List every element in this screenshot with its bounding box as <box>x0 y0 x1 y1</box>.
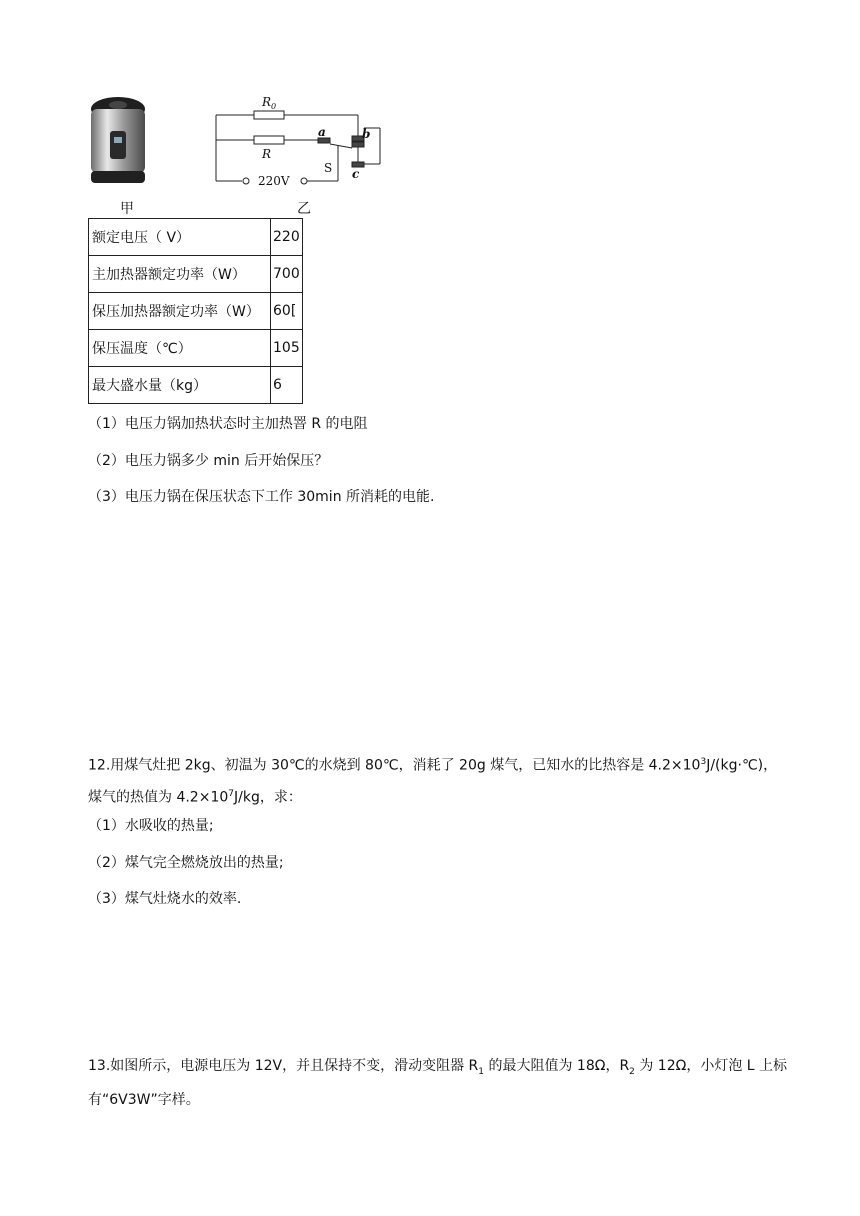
spec-value: 105 <box>271 330 303 367</box>
r0-label: $R_0$ <box>262 95 277 111</box>
spec-label: 主加热器额定功率（W） <box>89 256 271 293</box>
switch-label: S <box>324 161 333 175</box>
voltage-label: 220V <box>258 174 290 188</box>
contact-b-label: b <box>362 127 371 141</box>
spec-label: 额定电压（ V） <box>89 219 271 256</box>
spec-value: 6 <box>271 367 303 404</box>
table-row <box>89 293 303 330</box>
q11-part-3: （3）电压力锅在保压状态下工作 30min 所消耗的电能. <box>88 489 435 505</box>
r-label: R <box>262 147 272 161</box>
circuit-diagram <box>212 92 388 190</box>
table-row <box>89 256 303 293</box>
spec-label: 最大盛水量（kg） <box>89 367 271 404</box>
table-row <box>89 367 303 404</box>
q12-part-1: （1）水吸收的热量; <box>88 818 214 834</box>
spec-label: 保压加热器额定功率（W） <box>89 293 271 330</box>
q11-part-1: （1）电压力锅加热状态时主加热罯 R 的电阻 <box>88 416 368 432</box>
q12-part-2: （2）煤气完全燃烧放出的热量; <box>88 855 284 871</box>
q12-stem: 12.用煤气灶把 2kg、初温为 30℃的水烧到 80℃，消耗了 20g 煤气，已知水的比热容是 $4.2\times 10^3J/(kg\cdot℃)$，煤气的热值为 $4.2\times 10^7J/kg$，求： <box>88 757 778 806</box>
contact-c-label: c <box>352 167 360 181</box>
spec-value: 60[ <box>271 293 303 330</box>
q12-part-3: （3）煤气灶烧水的效率. <box>88 891 242 907</box>
figure-caption-jia: 甲 <box>120 201 134 217</box>
pressure-cooker-image <box>88 93 148 189</box>
spec-table <box>88 218 303 404</box>
contact-a-label: a <box>318 125 326 139</box>
spec-value: 700 <box>271 256 303 293</box>
table-row <box>89 330 303 367</box>
spec-label: 保压温度（℃） <box>89 330 271 367</box>
q13-stem: 13.如图所示，电源电压为 12V，并且保持不变，滑动变阻器 $R_1$ 的最大阻值为 18Ω，$R_2$ 为 12Ω，小灯泡 L 上标有“6V3W”字样。 <box>88 1058 788 1108</box>
figure-caption-yi: 乙 <box>297 201 311 217</box>
table-row <box>89 219 303 256</box>
spec-value: 220 <box>271 219 303 256</box>
q11-part-2: （2）电压力锅多少 min 后开始保压？ <box>88 453 329 469</box>
